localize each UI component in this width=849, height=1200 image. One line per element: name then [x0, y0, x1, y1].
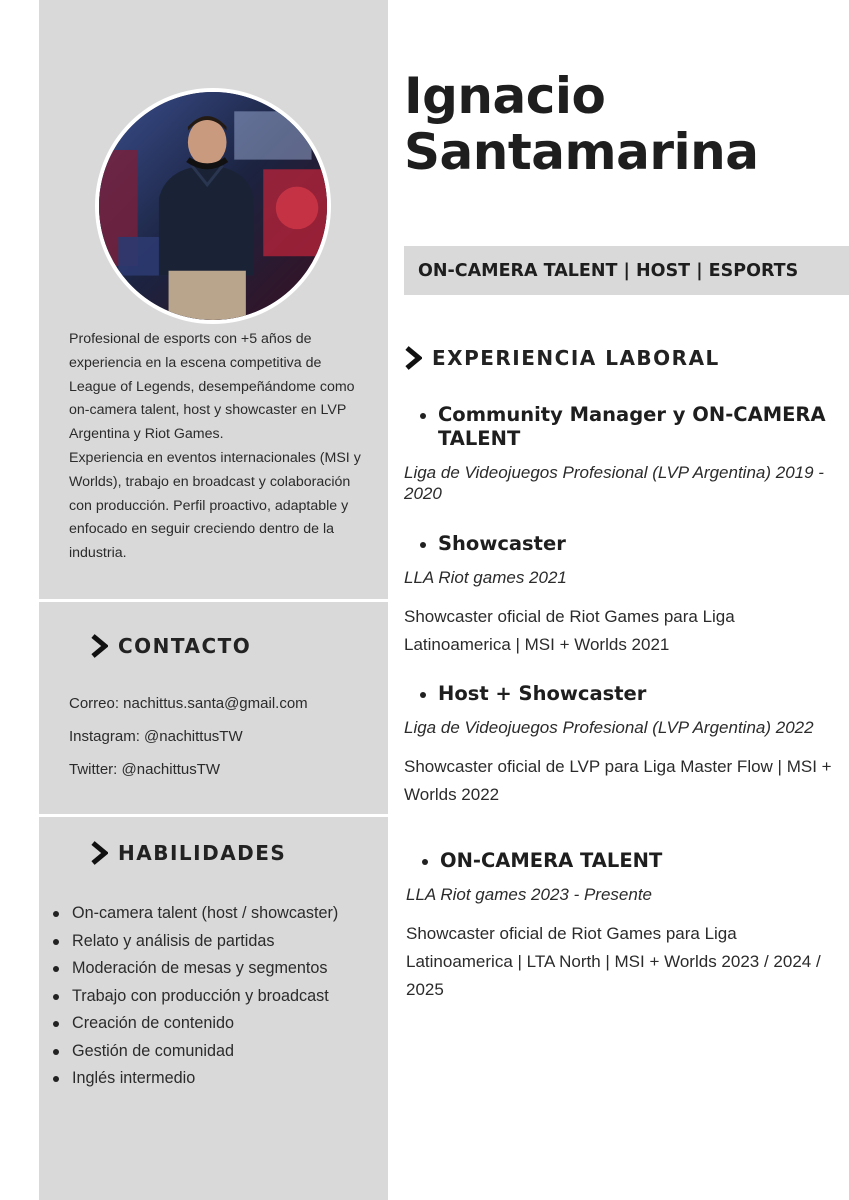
contact-heading-label: CONTACTO [118, 634, 252, 658]
job-organization: LLA Riot games 2021 [404, 568, 567, 587]
job-title: Showcaster [404, 532, 834, 556]
list-item: Gestión de comunidad [50, 1038, 380, 1066]
experience-heading [404, 346, 720, 370]
headline-text: ON-CAMERA TALENT | HOST | ESPORTS [418, 260, 799, 281]
profile-photo-image [99, 92, 327, 320]
list-item: Creación de contenido [50, 1010, 380, 1038]
job-entry [404, 682, 834, 809]
job-title: ON-CAMERA TALENT [406, 849, 836, 873]
profile-summary [69, 328, 369, 566]
contact-instagram: Instagram: @nachittusTW [69, 728, 243, 745]
profile-photo [95, 88, 331, 324]
skills-heading [90, 841, 286, 865]
experience-heading-label: EXPERIENCIA LABORAL [432, 346, 720, 370]
job-title: Community Manager y ON-CAMERA TALENT [404, 403, 834, 451]
job-description: Showcaster oficial de Riot Games para Liga Latinoamerica | MSI + Worlds 2021 [404, 606, 735, 654]
job-entry [404, 403, 834, 504]
person-name [404, 68, 758, 180]
section-divider [39, 599, 388, 602]
list-item: Moderación de mesas y segmentos [50, 955, 380, 983]
last-name: Santamarina [404, 123, 759, 181]
list-item: Relato y análisis de partidas [50, 928, 380, 956]
contact-twitter: Twitter: @nachittusTW [69, 761, 221, 778]
job-organization: Liga de Videojuegos Profesional (LVP Argentina) 2019 - 2020 [404, 463, 824, 503]
chevron-right-icon [90, 841, 108, 865]
job-description: Showcaster oficial de LVP para Liga Master Flow | MSI + Worlds 2022 [404, 756, 832, 804]
headline-band [404, 246, 849, 295]
section-divider [39, 814, 388, 817]
summary-paragraph: Profesional de esports con +5 años de experiencia en la escena competitiva de League of Legends, desempeñándome como on-camera talent, host y showcaster en LVP Argentina y Riot Games. [69, 331, 355, 443]
contact-list [69, 692, 308, 791]
chevron-right-icon [90, 634, 108, 658]
job-entry [404, 532, 834, 659]
job-title: Host + Showcaster [404, 682, 834, 706]
job-organization: LLA Riot games 2023 - Presente [406, 885, 653, 904]
list-item: Inglés intermedio [50, 1065, 380, 1093]
summary-paragraph: Experiencia en eventos internacionales (MSI y Worlds), trabajo en broadcast y colaboración con producción. Perfil proactivo, adaptable y enfocado en seguir creciendo dentro de la industria. [69, 449, 361, 562]
skills-heading-label: HABILIDADES [118, 841, 287, 865]
chevron-right-icon [404, 346, 422, 370]
skills-list [50, 900, 380, 1093]
job-description: Showcaster oficial de Riot Games para Liga Latinoamerica | LTA North | MSI + Worlds 2023 / 2024 / 2025 [406, 923, 821, 999]
list-item: Trabajo con producción y broadcast [50, 983, 380, 1011]
job-organization: Liga de Videojuegos Profesional (LVP Argentina) 2022 [404, 718, 814, 737]
contact-heading [90, 634, 251, 658]
job-entry [406, 849, 836, 1004]
first-name: Ignacio [404, 67, 606, 125]
list-item: On-camera talent (host / showcaster) [50, 900, 380, 928]
contact-email: Correo: nachittus.santa@gmail.com [69, 695, 308, 712]
